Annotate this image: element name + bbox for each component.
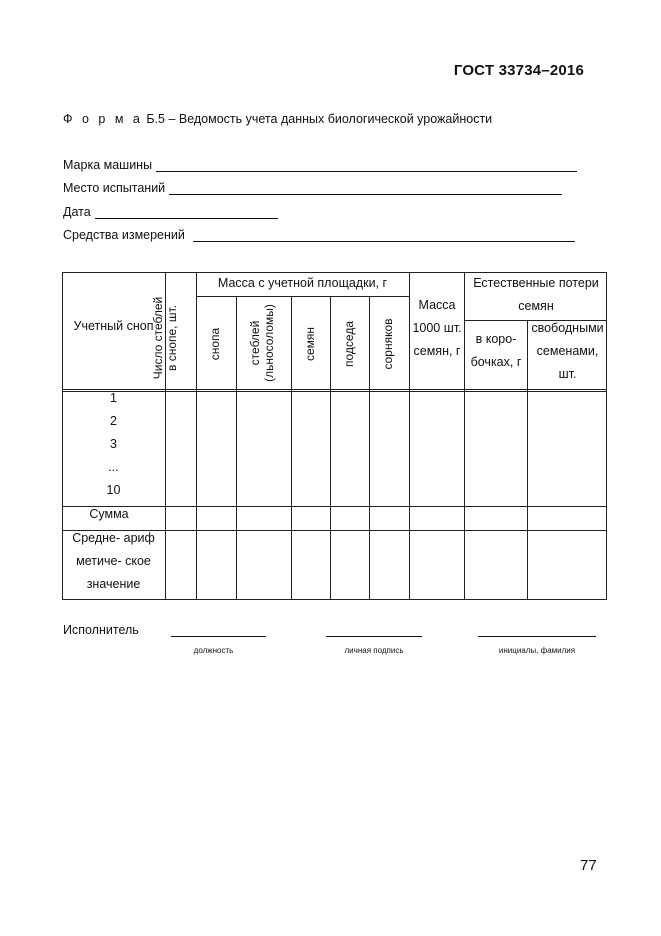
yield-table: [62, 272, 607, 600]
executor-label: Исполнитель: [63, 623, 139, 637]
header-losses-group: Естественные потери семян: [473, 276, 599, 313]
field-measuring-tools-line: [193, 229, 575, 242]
header-free-seeds: свободными семенами, шт.: [531, 321, 604, 381]
header-mass-sheaf: снопа: [208, 327, 222, 361]
header-mass-group: Масса с учетной площадки, г: [217, 276, 388, 290]
form-title: [63, 112, 492, 126]
field-machine-brand-label: Марка машины: [63, 158, 153, 172]
header-mass-seeds: семян: [303, 326, 317, 362]
row-label-sum: Сумма: [89, 507, 129, 521]
header-stems-count: Число стеблей в снопе, шт.: [151, 296, 179, 380]
field-date-line: [95, 206, 278, 219]
header-mass-stems: стеблей (льносоломы): [248, 304, 276, 382]
field-machine-brand-line: [156, 159, 577, 172]
caption-signature: личная подпись: [344, 646, 404, 655]
row-label-1: 1: [110, 391, 117, 405]
row-label-2: 2: [110, 414, 117, 428]
header-mass-1000: Масса 1000 шт. семян, г: [412, 298, 462, 358]
field-test-location-line: [169, 182, 562, 195]
field-date: [63, 205, 278, 219]
signature-line-position: [171, 635, 266, 637]
header-mass-weeds: сорняков: [381, 318, 395, 370]
field-machine-brand: [63, 158, 577, 172]
form-title-prefix: Ф о р м а: [63, 112, 143, 126]
field-date-label: Дата: [63, 205, 91, 219]
signature-line-name: [478, 635, 596, 637]
field-test-location-label: Место испытаний: [63, 181, 166, 195]
page-number: 77: [580, 857, 597, 874]
caption-name: инициалы, фамилия: [498, 646, 576, 655]
field-measuring-tools-label: Средства измерений: [63, 228, 185, 242]
document-code: ГОСТ 33734–2016: [453, 62, 584, 79]
row-label-3: 3: [110, 437, 117, 451]
row-label-mean: Средне- ариф метиче- ское значение: [72, 531, 155, 591]
header-in-bolls: в коро- бочках, г: [470, 332, 522, 369]
row-label-10: 10: [106, 483, 121, 497]
signature-line-signature: [326, 635, 422, 637]
form-title-text: Б.5 – Ведомость учета данных биологической урожайности: [146, 112, 493, 126]
header-mass-undersow: подседа: [342, 321, 356, 367]
field-measuring-tools: [63, 228, 575, 242]
field-test-location: [63, 181, 562, 195]
header-sheaf: Учетный сноп: [73, 319, 154, 333]
row-label-ellipsis: ...: [108, 460, 119, 474]
caption-position: должность: [193, 646, 234, 655]
